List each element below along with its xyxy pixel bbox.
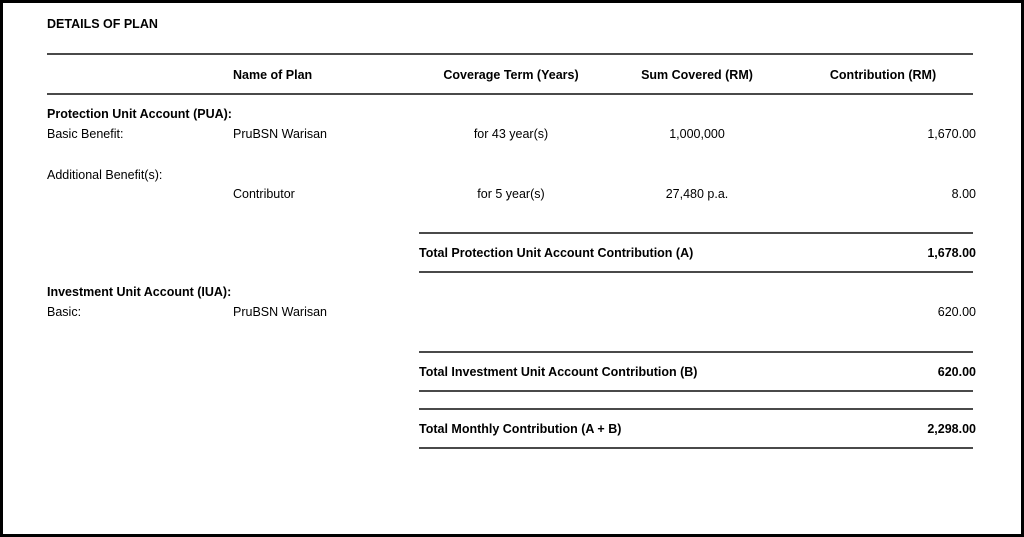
column-header-coverage-term: Coverage Term (Years) <box>443 68 579 82</box>
iua-total-value: 620.00 <box>937 365 976 379</box>
pua-additional-term: for 5 year(s) <box>477 187 545 201</box>
pua-additional-label: Additional Benefit(s): <box>47 168 163 182</box>
column-header-name-of-plan: Name of Plan <box>233 68 313 82</box>
pua-total-label: Total Protection Unit Account Contribution (A) <box>419 246 694 260</box>
pua-heading: Protection Unit Account (PUA): <box>47 107 232 121</box>
pua-basic-contribution: 1,670.00 <box>927 127 976 141</box>
header-bottom-rule <box>47 93 973 95</box>
section-title: DETAILS OF PLAN <box>47 17 158 31</box>
grand-total-bottom-rule <box>419 447 973 449</box>
grand-total-top-rule <box>419 408 973 410</box>
pua-additional-plan: Contributor <box>233 187 295 201</box>
iua-basic-contribution: 620.00 <box>937 305 976 319</box>
column-header-sum-covered: Sum Covered (RM) <box>641 68 753 82</box>
pua-additional-contribution: 8.00 <box>951 187 976 201</box>
column-header-contribution: Contribution (RM) <box>829 68 937 82</box>
pua-total-bottom-rule <box>419 271 973 273</box>
iua-basic-label: Basic: <box>47 305 82 319</box>
grand-total-label: Total Monthly Contribution (A + B) <box>419 422 622 436</box>
pua-total-value: 1,678.00 <box>927 246 976 260</box>
iua-total-bottom-rule <box>419 390 973 392</box>
pua-basic-plan: PruBSN Warisan <box>233 127 328 141</box>
iua-total-label: Total Investment Unit Account Contribution (B) <box>419 365 698 379</box>
iua-heading: Investment Unit Account (IUA): <box>47 285 232 299</box>
iua-basic-plan: PruBSN Warisan <box>233 305 328 319</box>
pua-additional-sum: 27,480 p.a. <box>665 187 729 201</box>
pua-basic-term: for 43 year(s) <box>473 127 549 141</box>
pua-basic-label: Basic Benefit: <box>47 127 124 141</box>
pua-basic-sum: 1,000,000 <box>669 127 725 141</box>
header-top-rule <box>47 53 973 55</box>
iua-total-top-rule <box>419 351 973 353</box>
pua-total-top-rule <box>419 232 973 234</box>
grand-total-value: 2,298.00 <box>927 422 976 436</box>
